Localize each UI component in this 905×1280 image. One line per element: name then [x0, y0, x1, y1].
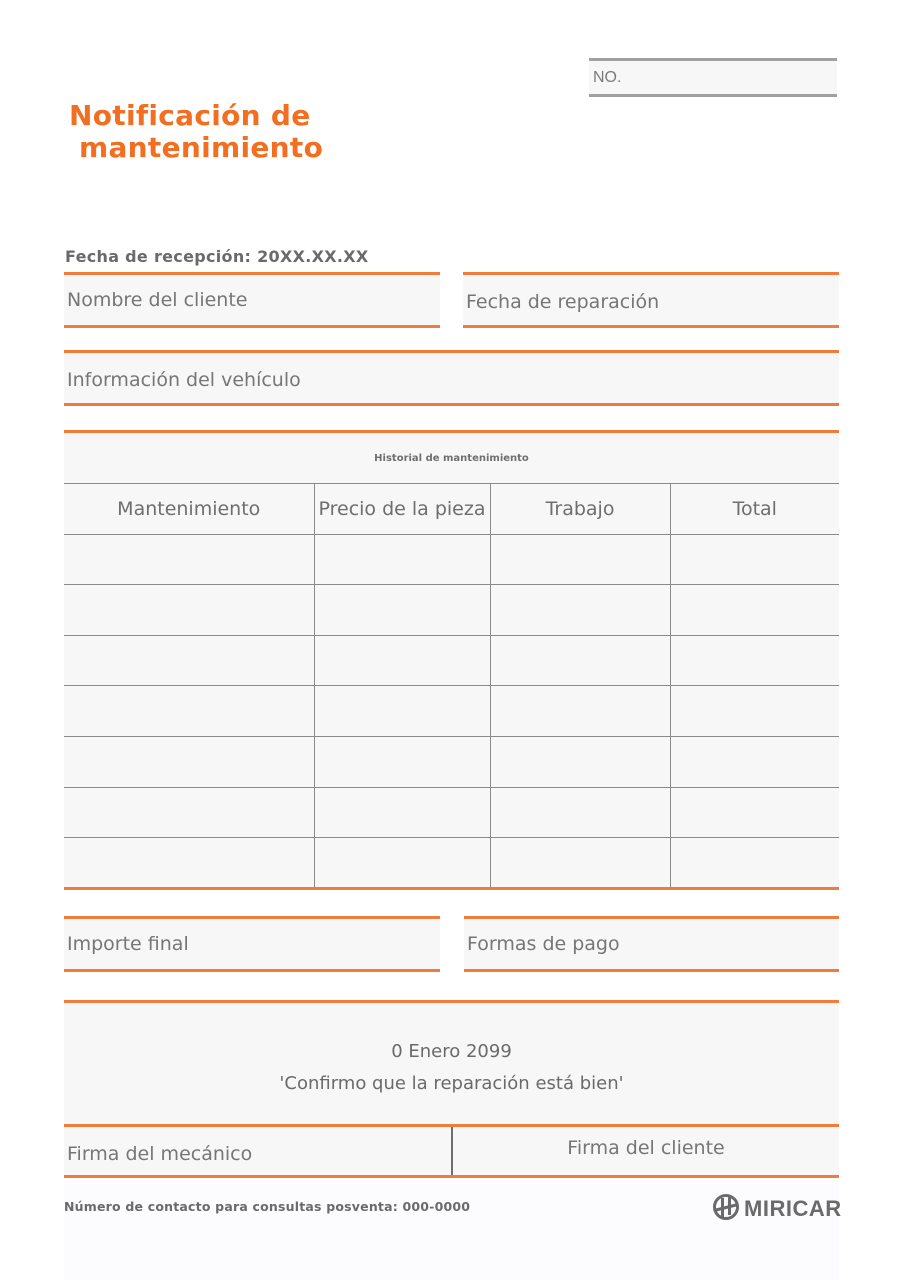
- table-cell[interactable]: [64, 585, 314, 636]
- table-row: [64, 686, 839, 737]
- table-cell[interactable]: [314, 585, 490, 636]
- vehicle-info-field[interactable]: [64, 350, 839, 406]
- vehicle-info-label: Información del vehículo: [67, 369, 301, 391]
- table-cell[interactable]: [64, 686, 314, 737]
- maintenance-history-section: [64, 430, 839, 890]
- payment-methods-label: Formas de pago: [467, 933, 620, 955]
- confirmation-date: 0 Enero 2099: [391, 1041, 512, 1062]
- table-cell[interactable]: [490, 838, 670, 889]
- table-cell[interactable]: [64, 736, 314, 787]
- reception-date: Fecha de recepción: 20XX.XX.XX: [65, 247, 369, 266]
- mechanic-signature-field[interactable]: Firma del mecánico: [67, 1143, 253, 1165]
- table-cell[interactable]: [490, 686, 670, 737]
- table-row: [64, 635, 839, 686]
- table-row: [64, 736, 839, 787]
- title-line-1: Notificación de: [69, 99, 311, 132]
- final-amount-label: Importe final: [67, 933, 189, 955]
- table-cell[interactable]: [490, 585, 670, 636]
- table-cell[interactable]: [490, 736, 670, 787]
- miricar-logo-icon: [712, 1193, 740, 1225]
- table-cell[interactable]: [314, 787, 490, 838]
- title-line-2: mantenimiento: [79, 131, 324, 164]
- table-row: [64, 534, 839, 585]
- history-title: Historial de mantenimiento: [374, 453, 529, 464]
- column-header-maintenance: Mantenimiento: [64, 484, 314, 535]
- table-header-row: [64, 484, 839, 535]
- table-cell[interactable]: [64, 838, 314, 889]
- table-cell[interactable]: [64, 635, 314, 686]
- table-cell[interactable]: [670, 635, 839, 686]
- document-number-label: NO.: [593, 69, 622, 86]
- table-cell[interactable]: [490, 787, 670, 838]
- table-row: [64, 585, 839, 636]
- table-cell[interactable]: [314, 838, 490, 889]
- signature-section: [64, 1124, 839, 1178]
- table-cell[interactable]: [314, 534, 490, 585]
- table-cell[interactable]: [314, 736, 490, 787]
- after-sales-contact: Número de contacto para consultas posventa: 000-0000: [64, 1199, 471, 1214]
- table-cell[interactable]: [670, 838, 839, 889]
- table-cell[interactable]: [670, 736, 839, 787]
- column-header-part-price: Precio de la pieza: [314, 484, 490, 535]
- customer-name-field[interactable]: [64, 272, 440, 328]
- brand-name: MIRICAR: [744, 1196, 842, 1221]
- customer-name-label: Nombre del cliente: [67, 289, 248, 311]
- page-title: [69, 100, 323, 164]
- table-row: [64, 838, 839, 889]
- repair-date-field[interactable]: [463, 272, 839, 328]
- table-cell[interactable]: [64, 787, 314, 838]
- table-cell[interactable]: [670, 686, 839, 737]
- table-cell[interactable]: [670, 585, 839, 636]
- table-cell[interactable]: [490, 635, 670, 686]
- table-cell[interactable]: [314, 635, 490, 686]
- payment-methods-field[interactable]: [464, 916, 839, 972]
- maintenance-history-table: [64, 483, 839, 888]
- confirmation-section: [64, 1000, 839, 1126]
- brand-logo: [712, 1193, 842, 1225]
- document-number-field[interactable]: [589, 58, 837, 97]
- table-cell[interactable]: [314, 686, 490, 737]
- table-row: [64, 787, 839, 838]
- table-cell[interactable]: [670, 534, 839, 585]
- customer-signature-field[interactable]: Firma del cliente: [567, 1137, 725, 1159]
- confirmation-statement: 'Confirmo que la reparación está bien': [279, 1073, 624, 1094]
- column-header-labor: Trabajo: [490, 484, 670, 535]
- table-cell[interactable]: [670, 787, 839, 838]
- table-cell[interactable]: [490, 534, 670, 585]
- final-amount-field[interactable]: [64, 916, 440, 972]
- column-header-total: Total: [670, 484, 839, 535]
- table-cell[interactable]: [64, 534, 314, 585]
- repair-date-label: Fecha de reparación: [466, 291, 660, 313]
